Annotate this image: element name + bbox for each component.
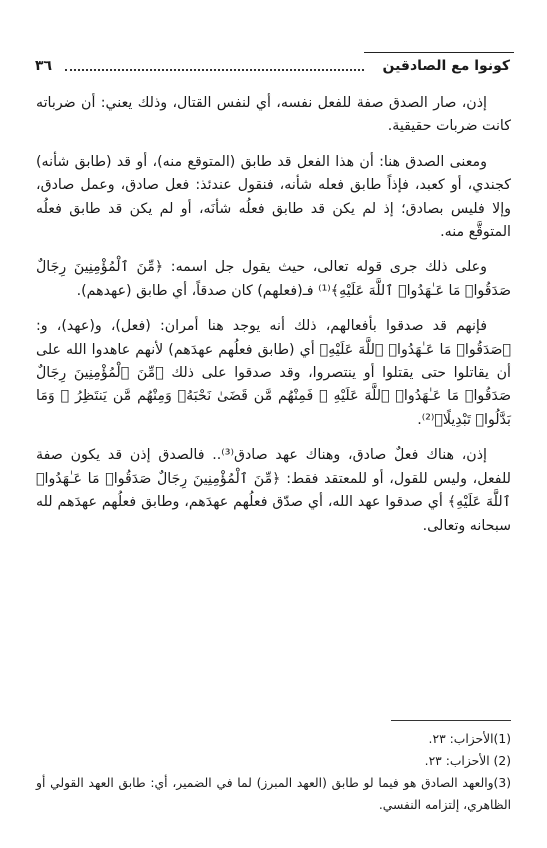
footnote-rule [391,720,511,721]
footnote: (2) الأحزاب: ٢٣. [424,754,511,768]
page-number: ٣٦ [35,58,53,74]
main-text [36,92,511,550]
footnote: (1)الأحزاب: ٢٣. [428,732,511,746]
running-header [33,56,514,80]
footnotes [36,728,511,816]
paragraph: ومعنى الصدق هنا: أن هذا الفعل قد طابق (المتوقع منه)، أو قد (طابق شأنه) كجندي، أو كعبد، فإذاً طابق فعله شأنه، فنقول عندئذ: فعل صادق، وعمل صادق، وإلا فليس بصادق؛ إذ لم يكن قد طابق فعلُه شأنَه، أو لم يكن قد طابق فعلُه المتوقَّع منه. [36,153,511,241]
footnote: (3)والعهد الصادق هو فيما لو طابق (العهد المبرز) لما في الضمير، أي: طابق العهد القولي أو الظاهري، إلتزامه النفسي. [36,776,511,812]
header-rule [364,52,514,53]
running-title: كونوا مع الصادقين [382,58,510,74]
paragraph: وعلى ذلك جرى قوله تعالى، حيث يقول جل اسمه: ﴿مِّنَ ٱلْمُؤْمِنِينَ رِجَالٌ صَدَقُوا۟ مَا عَـٰهَدُوا۟ ٱللَّهَ عَلَيْهِ﴾⁽¹⁾ فـ(فعلهم) كان صدقاً، أي طابق (عهدهم). [36,259,511,299]
paragraph: إذن، صار الصدق صفة للفعل نفسه، أي لنفس القتال، وذلك يعني: أن ضرباته كانت ضربات حقيقية. [36,95,511,135]
header-dot-leader [65,69,364,71]
paragraph: إذن، هناك فعلٌ صادق، وهناك عهد صادق⁽³⁾.. فالصدق إذن قد يكون صفة للفعل، وليس للقول، أو للمعتقد فقط: ﴿مِّنَ ٱلْمُؤْمِنِينَ رِجَالٌ صَدَقُوا۟ مَا عَـٰهَدُوا۟ ٱللَّهَ عَلَيْهِ﴾ أي صدقوا عهد الله، أي صدّق فعلُهم عهدَهم، وطابق فعلُهم عهدَهم لله سبحانه وتعالى. [36,447,511,534]
paragraph: فإنهم قد صدقوا بأفعالهم، ذلك أنه يوجد هنا أمران: (فعل)، و(عهد)، و: ﴿صَدَقُوا۟ مَا عَـٰهَدُوا۟ ٱللَّهَ عَلَيْهِ﴾ أي (طابق فعلُهم عهدَهم) لأنهم عاهدوا الله على أن يقاتلوا حتى يقتلوا أو ينتصروا، وقد صدقوا على ذلك ﴿مِّنَ ٱلْمُؤْمِنِينَ رِجَالٌ صَدَقُوا۟ مَا عَـٰهَدُوا۟ ٱللَّهَ عَلَيْهِ ۖ فَمِنْهُم مَّن قَضَىٰ نَحْبَهُۥ وَمِنْهُم مَّن يَنتَظِرُ ۖ وَمَا بَدَّلُوا۟ تَبْدِيلًا﴾⁽²⁾. [36,318,511,428]
